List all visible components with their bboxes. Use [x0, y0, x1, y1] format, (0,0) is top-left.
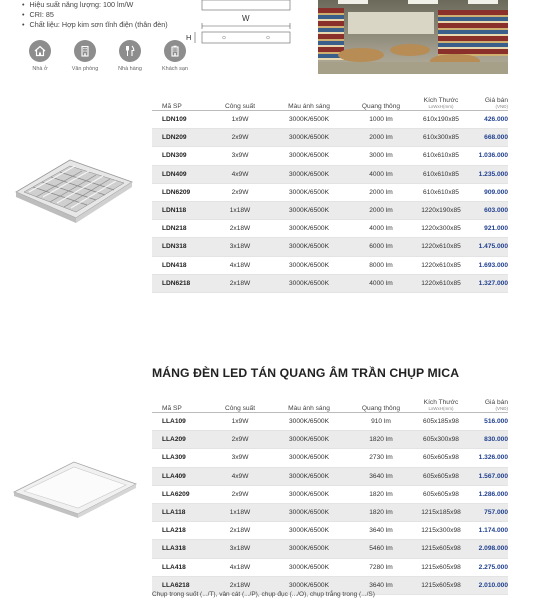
cell-price: 1.475.000: [478, 243, 508, 251]
cell-code: LLA409: [162, 472, 186, 480]
cell-color-temp: 3000K/6500K: [289, 116, 329, 124]
cell-price: 603.000: [484, 207, 508, 215]
cell-code: LLA418: [162, 563, 186, 571]
cell-code: LLA209: [162, 436, 186, 444]
cell-size: 1220x610x85: [421, 261, 461, 269]
application-office: [67, 40, 103, 72]
office-building-icon: [74, 40, 96, 62]
cell-size: 1215x605x98: [421, 563, 461, 571]
cell-price: 830.000: [484, 436, 508, 444]
cell-size: 610x610x85: [423, 152, 459, 160]
cell-price: 1.327.000: [478, 279, 508, 287]
cell-price: 1.174.000: [478, 527, 508, 535]
cell-code: LLA6218: [162, 581, 190, 589]
application-restaurant: [112, 40, 148, 72]
cell-lumen: 8000 lm: [369, 261, 393, 269]
cell-code: LLA309: [162, 454, 186, 462]
height-label: H: [186, 33, 192, 42]
cell-color-temp: 3000K/6500K: [289, 527, 329, 535]
cell-color-temp: 3000K/6500K: [289, 152, 329, 160]
application-label: Văn phòng: [71, 66, 99, 72]
cell-lumen: 5460 lm: [369, 545, 393, 553]
cell-lumen: 1820 lm: [369, 490, 393, 498]
cell-power: 3x18W: [229, 243, 251, 251]
cell-color-temp: 3000K/6500K: [289, 563, 329, 571]
product-image-mica-fixture: [10, 458, 140, 523]
cell-lumen: 4000 lm: [369, 170, 393, 178]
cell-size: 610x190x85: [423, 116, 459, 124]
cell-code: LDN6209: [162, 188, 191, 196]
cell-code: LLA218: [162, 527, 186, 535]
cell-code: LDN6218: [162, 279, 191, 287]
cell-power: 4x9W: [231, 472, 249, 480]
cell-power: 3x18W: [229, 545, 251, 553]
table-body: [152, 413, 508, 595]
cell-lumen: 1820 lm: [369, 436, 393, 444]
round-table: [390, 44, 430, 56]
cell-price: 921.000: [484, 225, 508, 233]
cell-lumen: 2730 lm: [369, 454, 393, 462]
cell-price: 668.000: [484, 134, 508, 142]
cell-color-temp: 3000K/6500K: [289, 134, 329, 142]
product-table-lla: [152, 390, 508, 595]
cell-price: 516.000: [484, 418, 508, 426]
cell-price: 1.567.000: [478, 472, 508, 480]
cell-power: 2x9W: [231, 134, 249, 142]
bookshelf: [438, 10, 508, 56]
table-row: [152, 559, 508, 577]
cell-size: 1215x300x98: [421, 527, 461, 535]
cell-power: 2x9W: [231, 490, 249, 498]
cell-code: LDN418: [162, 261, 187, 269]
cell-color-temp: 3000K/6500K: [289, 509, 329, 517]
table-body: [152, 111, 508, 293]
spec-material: • Chất liệu: Hợp kim sơn tĩnh điện (thân đèn): [22, 20, 168, 30]
spec-cri: • CRI: 85: [22, 10, 168, 20]
col-power-header: Công suất: [224, 404, 256, 412]
window: [348, 12, 434, 34]
table-row: [152, 468, 508, 486]
cell-lumen: 3000 lm: [369, 152, 393, 160]
col-code-header: Mã SP: [162, 404, 182, 412]
table-row: [152, 111, 508, 129]
cell-code: LDN409: [162, 170, 187, 178]
cell-price: 757.000: [484, 509, 508, 517]
table-row: [152, 431, 508, 449]
cell-lumen: 4000 lm: [369, 279, 393, 287]
cell-price: 2.275.000: [478, 563, 508, 571]
cell-size: 605x605x98: [423, 454, 459, 462]
cell-power: 1x9W: [231, 418, 249, 426]
table-row: [152, 147, 508, 165]
cell-price: 1.036.000: [478, 152, 508, 160]
cell-code: LDN318: [162, 243, 187, 251]
cell-code: LDN118: [162, 207, 187, 215]
cell-color-temp: 3000K/6500K: [289, 472, 329, 480]
col-code-header: Mã SP: [162, 102, 182, 110]
cell-color-temp: 3000K/6500K: [289, 581, 329, 589]
cell-price: 1.326.000: [478, 454, 508, 462]
table-row: [152, 257, 508, 275]
cell-lumen: 6000 lm: [369, 243, 393, 251]
cell-color-temp: 3000K/6500K: [289, 418, 329, 426]
cell-size: 610x610x85: [423, 188, 459, 196]
cell-price: 1.235.000: [478, 170, 508, 178]
col-color-header: Màu ánh sáng: [288, 102, 330, 110]
cell-power: 2x18W: [229, 225, 251, 233]
table-row: [152, 486, 508, 504]
table-header: [152, 88, 508, 111]
table-row: [152, 166, 508, 184]
product-table-ldn: [152, 88, 508, 293]
cell-code: LLA318: [162, 545, 186, 553]
application-home: [22, 40, 58, 72]
cell-code: LDN109: [162, 116, 187, 124]
col-color-header: Màu ánh sáng: [288, 404, 330, 412]
table-row: [152, 220, 508, 238]
cell-code: LLA118: [162, 509, 186, 517]
cell-power: 2x9W: [231, 188, 249, 196]
cell-code: LDN209: [162, 134, 187, 142]
cell-color-temp: 3000K/6500K: [289, 490, 329, 498]
restaurant-icon: [119, 40, 141, 62]
col-power-header: Công suất: [224, 102, 256, 110]
cell-size: 1220x610x85: [421, 243, 461, 251]
table-row: [152, 413, 508, 431]
cell-price: 909.000: [484, 188, 508, 196]
floor: [318, 62, 508, 74]
cell-lumen: 1000 lm: [369, 116, 393, 124]
cell-code: LLA109: [162, 418, 186, 426]
cell-lumen: 7280 lm: [369, 563, 393, 571]
cell-lumen: 3640 lm: [369, 581, 393, 589]
cell-size: 605x605x98: [423, 490, 459, 498]
col-size-header: Kích Thước LxWxH(mm): [423, 96, 459, 109]
application-icons: [22, 40, 193, 72]
table-row: [152, 449, 508, 467]
cell-power: 2x18W: [229, 581, 251, 589]
col-lumen-header: Quang thông: [361, 404, 401, 412]
cell-power: 2x9W: [231, 436, 249, 444]
spec-list: [22, 0, 168, 30]
col-price-header: Giá bán (VNĐ): [484, 96, 508, 109]
cell-lumen: 4000 lm: [369, 225, 393, 233]
cell-lumen: 2000 lm: [369, 207, 393, 215]
cell-color-temp: 3000K/6500K: [289, 454, 329, 462]
table-row: [152, 238, 508, 256]
house-icon: [29, 40, 51, 62]
cell-price: 1.286.000: [478, 490, 508, 498]
ceiling-light: [468, 0, 498, 4]
cell-size: 1215x605x98: [421, 581, 461, 589]
cell-power: 4x18W: [229, 261, 251, 269]
cell-price: 426.000: [484, 116, 508, 124]
cell-color-temp: 3000K/6500K: [289, 188, 329, 196]
interior-photo: [318, 0, 508, 74]
cell-lumen: 2000 lm: [369, 134, 393, 142]
cell-power: 3x9W: [231, 152, 249, 160]
cell-color-temp: 3000K/6500K: [289, 279, 329, 287]
product-image-louver-fixture: [10, 152, 138, 229]
cell-power: 2x18W: [229, 279, 251, 287]
cell-lumen: 3640 lm: [369, 472, 393, 480]
cell-size: 1215x185x98: [421, 509, 461, 517]
cell-size: 1220x300x85: [421, 225, 461, 233]
cell-lumen: 3640 lm: [369, 527, 393, 535]
width-label: W: [242, 14, 250, 23]
cell-power: 3x9W: [231, 454, 249, 462]
cell-power: 1x9W: [231, 116, 249, 124]
cell-code: LLA6209: [162, 490, 190, 498]
col-lumen-header: Quang thông: [361, 102, 401, 110]
footnote: Chụp trong suốt (.../T), vân cát (.../P), chụp đục (.../O), chụp trắng trong (.../S): [152, 591, 375, 598]
cell-power: 1x18W: [229, 509, 251, 517]
col-size-header: Kích Thước LxWxH(mm): [423, 398, 459, 411]
table-row: [152, 540, 508, 558]
section-title: MÁNG ĐÈN LED TÁN QUANG ÂM TRẦN CHỤP MICA: [152, 366, 460, 380]
cell-power: 2x18W: [229, 527, 251, 535]
cell-size: 605x300x98: [423, 436, 459, 444]
application-label: Khách sạn: [162, 66, 188, 72]
col-price-header: Giá bán (VNĐ): [484, 398, 508, 411]
cell-size: 1215x605x98: [421, 545, 461, 553]
cell-code: LDN309: [162, 152, 187, 160]
cell-power: 4x9W: [231, 170, 249, 178]
cell-lumen: 1820 lm: [369, 509, 393, 517]
cell-size: 610x610x85: [423, 170, 459, 178]
cell-power: 4x18W: [229, 563, 251, 571]
cell-price: 1.693.000: [478, 261, 508, 269]
cell-price: 2.098.000: [478, 545, 508, 553]
cell-color-temp: 3000K/6500K: [289, 225, 329, 233]
cell-size: 1220x610x85: [421, 279, 461, 287]
cell-size: 605x185x98: [423, 418, 459, 426]
cell-power: 1x18W: [229, 207, 251, 215]
application-label: Nhà hàng: [118, 66, 142, 72]
table-row: [152, 275, 508, 293]
cell-size: 605x605x98: [423, 472, 459, 480]
ceiling-light: [338, 0, 368, 4]
table-row: [152, 184, 508, 202]
hotel-icon: [164, 40, 186, 62]
spec-efficiency: • Hiệu suất năng lượng: 100 lm/W: [22, 0, 168, 10]
table-row: [152, 522, 508, 540]
cell-color-temp: 3000K/6500K: [289, 436, 329, 444]
cell-size: 610x300x85: [423, 134, 459, 142]
dimension-diagram: [188, 0, 298, 50]
table-header: [152, 390, 508, 413]
cell-price: 2.010.000: [478, 581, 508, 589]
table-row: [152, 202, 508, 220]
cell-color-temp: 3000K/6500K: [289, 545, 329, 553]
table-row: [152, 129, 508, 147]
cell-color-temp: 3000K/6500K: [289, 243, 329, 251]
cell-size: 1220x190x85: [421, 207, 461, 215]
cell-color-temp: 3000K/6500K: [289, 207, 329, 215]
ceiling-light: [408, 0, 438, 4]
cell-lumen: 910 lm: [371, 418, 391, 426]
cell-color-temp: 3000K/6500K: [289, 261, 329, 269]
application-label: Nhà ở: [32, 66, 48, 72]
cell-lumen: 2000 lm: [369, 188, 393, 196]
round-table: [338, 48, 384, 62]
cell-color-temp: 3000K/6500K: [289, 170, 329, 178]
cell-code: LDN218: [162, 225, 187, 233]
table-row: [152, 504, 508, 522]
